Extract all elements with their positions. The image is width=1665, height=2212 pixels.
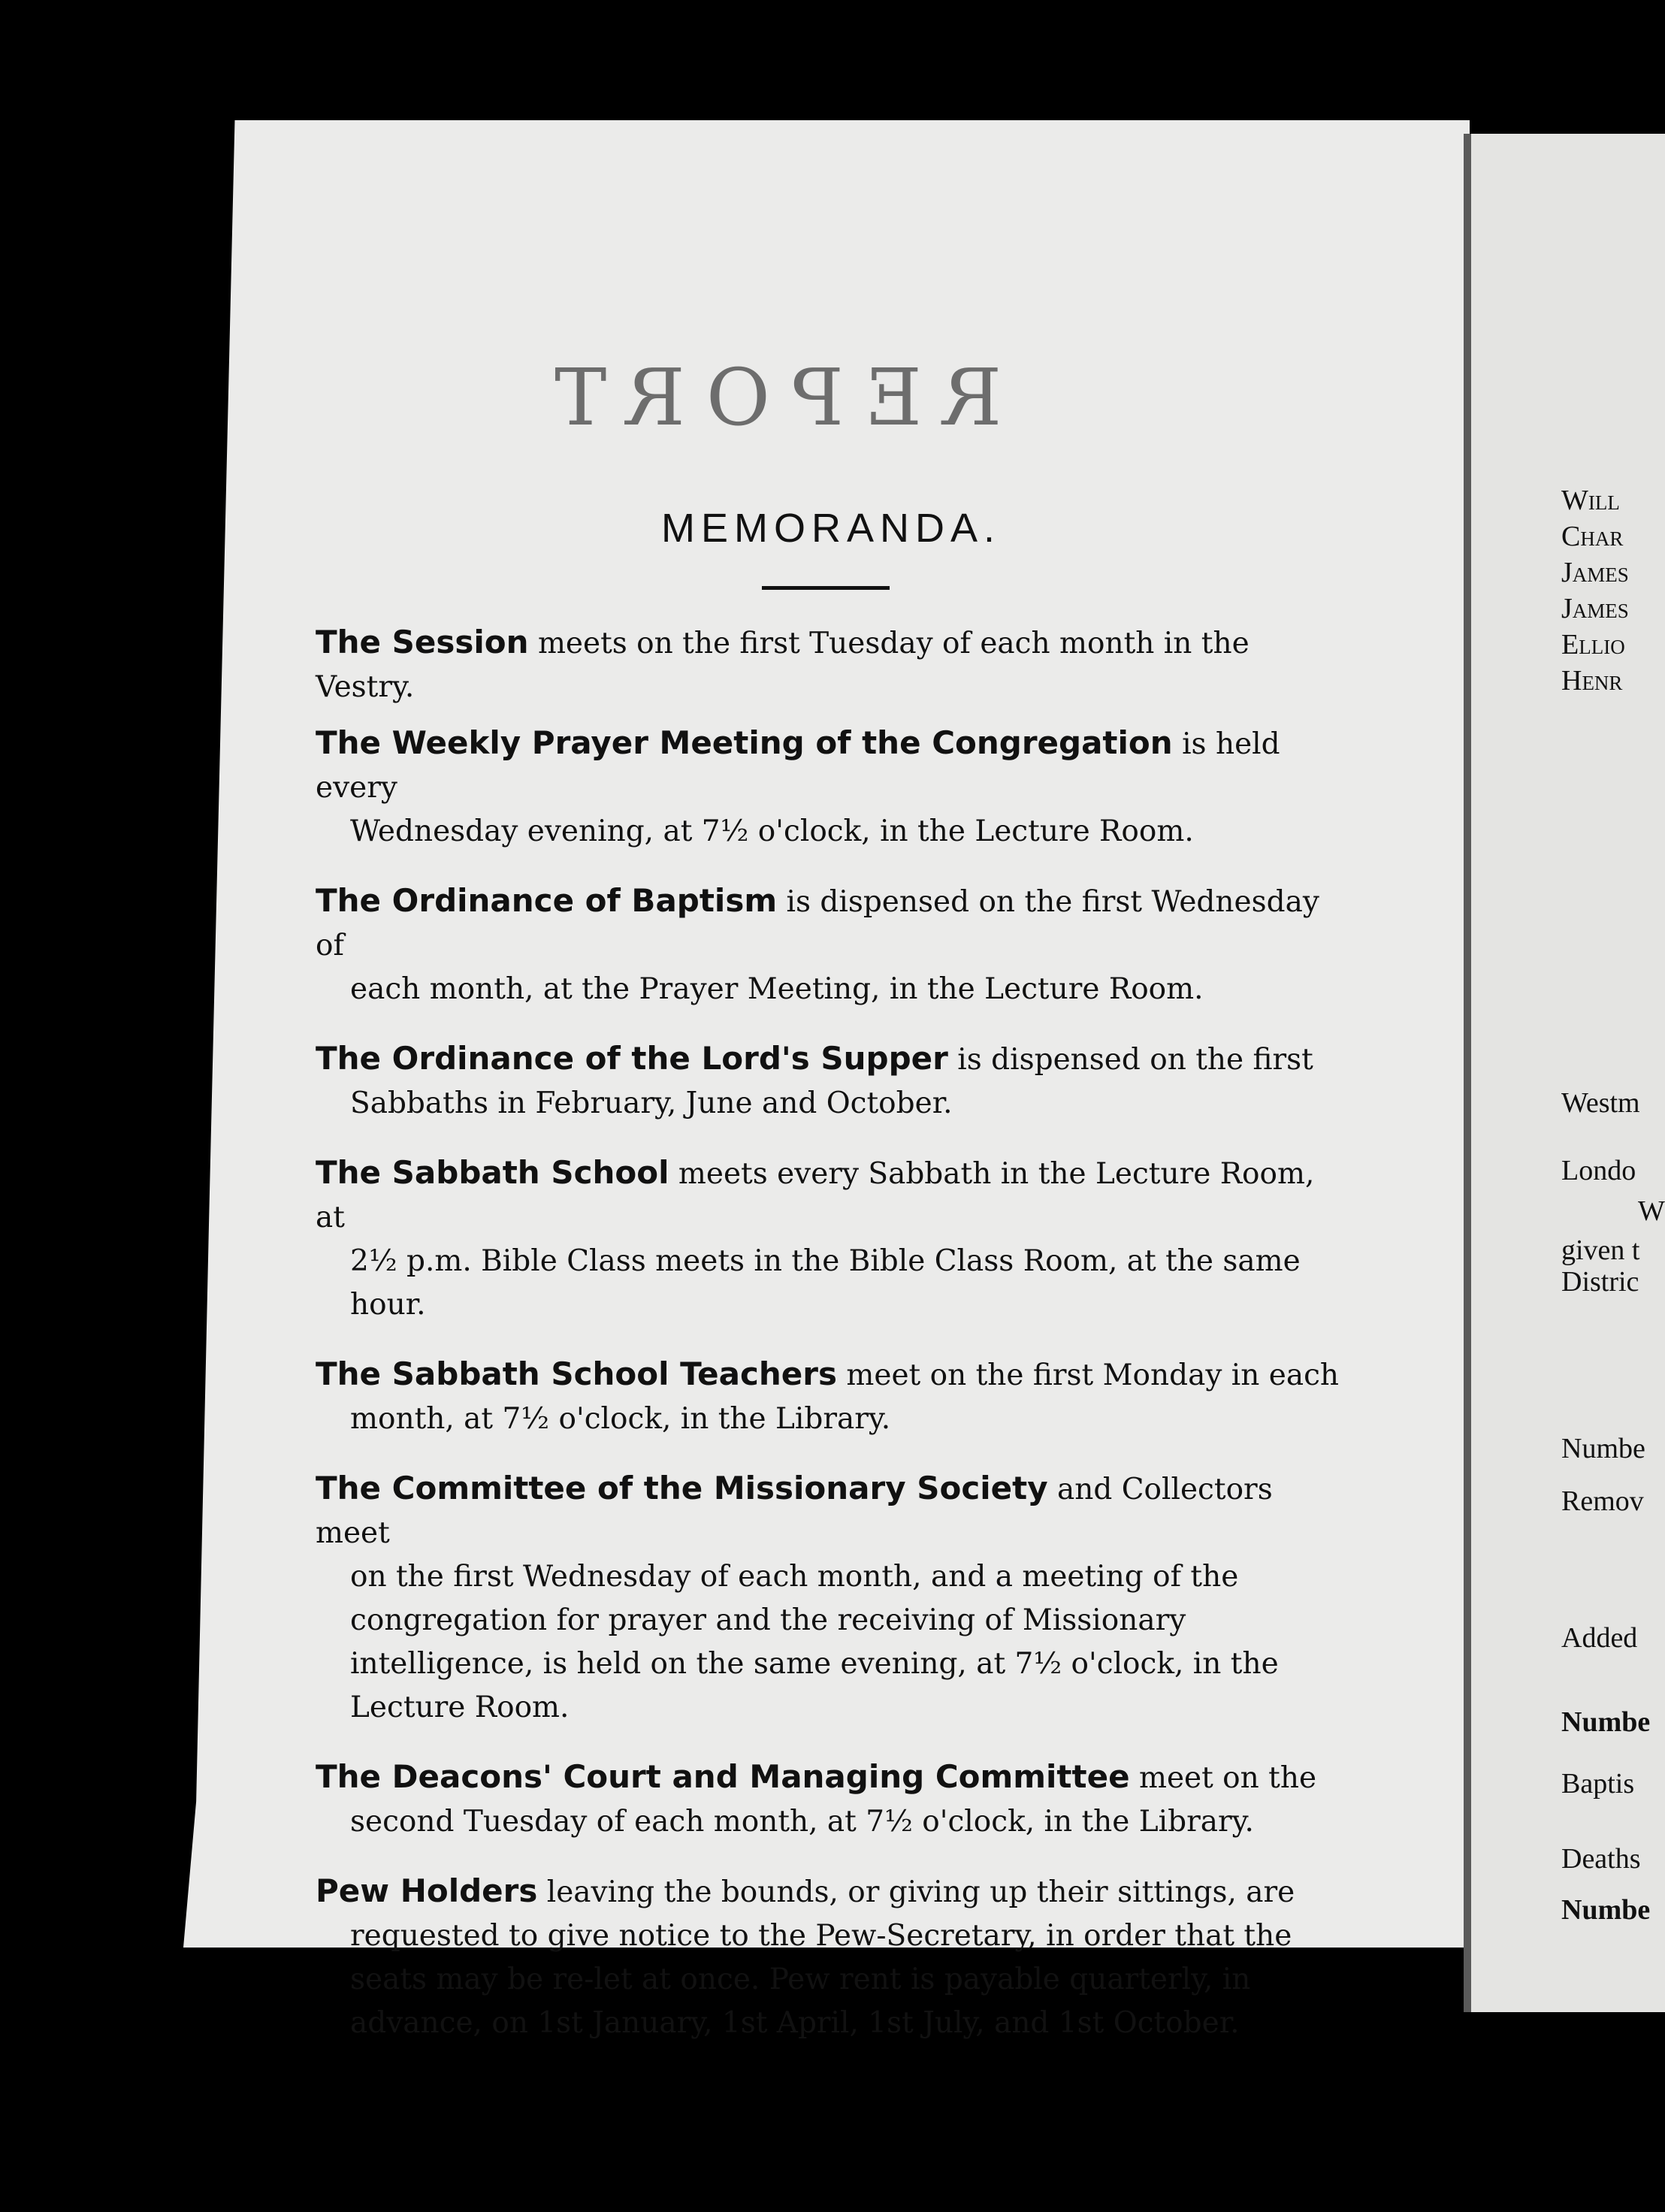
entry-deacons-court: The Deacons' Court and Managing Committee meet on the second Tuesday of each month, at 7½ o'clock, in the Library. (316, 1758, 1317, 1839)
name-2: Char (1561, 521, 1624, 552)
right-line-1: Westm (1561, 1087, 1640, 1119)
right-line-5: Distric (1561, 1266, 1639, 1298)
entry-sabbath-school: The Sabbath School meets every Sabbath in the Lecture Room, at 2½ p.m. Bible Class meets in the Bible Class Room, at the same hour. (316, 1154, 1315, 1322)
entry-lords-supper: The Ordinance of the Lord's Supper is dispensed on the first Sabbaths in February, June and October. (316, 1040, 1313, 1120)
right-line-4: given t (1561, 1234, 1640, 1266)
entry-prayer-meeting: The Weekly Prayer Meeting of the Congregation is held every Wednesday evening, at 7½ o'clock, in the Lecture Room. (316, 724, 1280, 848)
bleed-through-title: REPORT (533, 352, 1002, 443)
heading-rule (762, 586, 890, 590)
right-line-11: Deaths (1561, 1843, 1641, 1875)
right-line-3: W (1638, 1195, 1665, 1227)
name-5: Ellio (1561, 629, 1625, 660)
right-line-7: Remov (1561, 1485, 1644, 1517)
memoranda-heading: MEMORANDA. (661, 506, 1002, 551)
right-line-10: Baptis (1561, 1768, 1635, 1800)
memoranda-list (316, 621, 1352, 2071)
right-line-8: Added (1561, 1622, 1638, 1654)
right-line-2: Londo (1561, 1155, 1636, 1186)
right-page-names (1561, 482, 1629, 699)
entry-missionary-committee: The Committee of the Missionary Society and Collectors meet on the first Wednesday of each month, and a meeting of the congregation for prayer and the receiving of Missionary intelligence, is held on the same evening, at 7½ o'clock, in the Lecture Room. (316, 1470, 1279, 1724)
right-line-12: Numbe (1561, 1894, 1651, 1926)
name-1: Will (1561, 485, 1620, 516)
entry-pew-holders: Pew Holders leaving the bounds, or giving up their sittings, are requested to give notice to the Pew-Secretary, in order that the seats may be re-let at once. Pew rent is payable quarterly, in advance, on 1st January, 1st April, 1st July, and 1st October. (316, 1872, 1295, 2040)
right-line-9: Numbe (1561, 1706, 1651, 1738)
name-4: James (1561, 593, 1629, 624)
entry-session: The Session meets on the first Tuesday of each month in the Vestry. (316, 624, 1250, 704)
entry-baptism: The Ordinance of Baptism is dispensed on the first Wednesday of each month, at the Prayer Meeting, in the Lecture Room. (316, 882, 1319, 1006)
name-3: James (1561, 557, 1629, 588)
entry-sabbath-teachers: The Sabbath School Teachers meet on the first Monday in each month, at 7½ o'clock, in the Library. (316, 1355, 1340, 1436)
name-6: Henr (1561, 665, 1623, 697)
right-line-6: Numbe (1561, 1433, 1645, 1464)
